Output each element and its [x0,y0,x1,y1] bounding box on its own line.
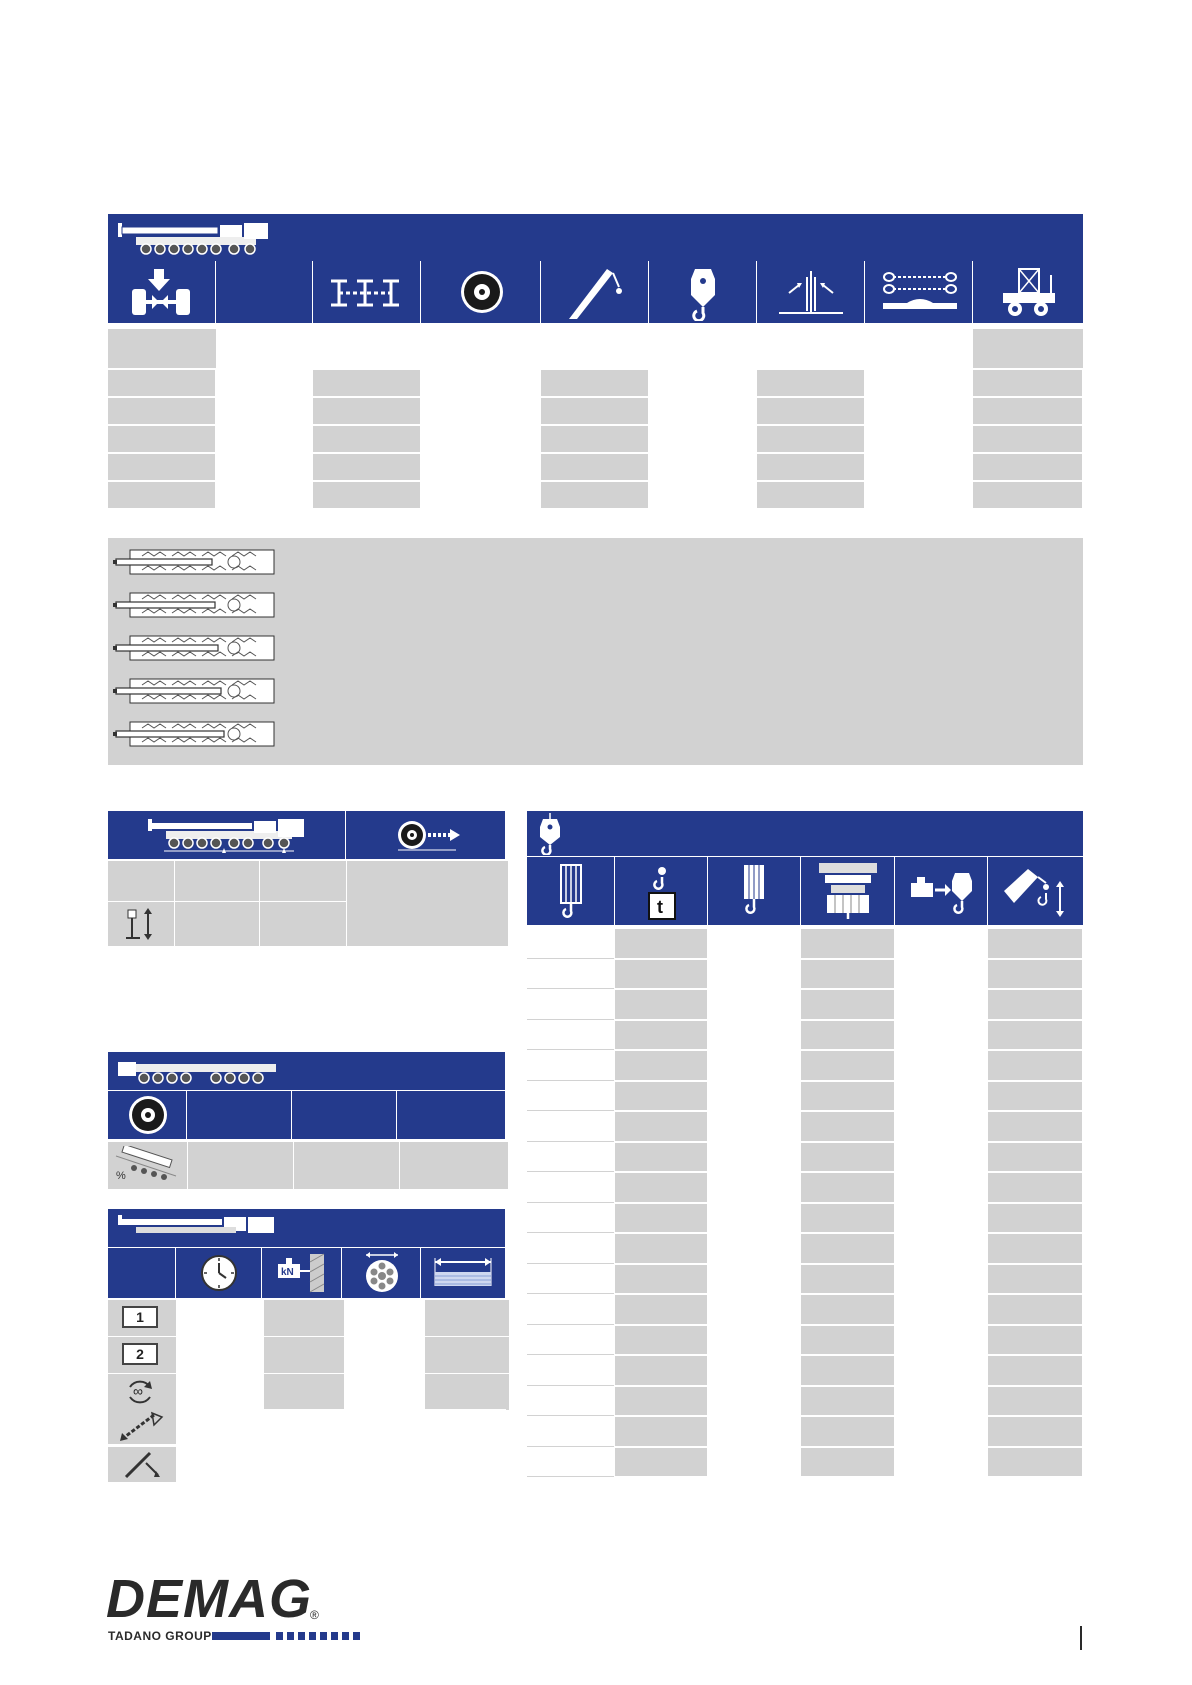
telescope-icon [118,1411,166,1443]
table-cell [313,398,420,424]
winch-1-cell [108,1300,176,1336]
table-cell [216,482,312,508]
cell [188,1142,293,1189]
cell [264,1374,344,1410]
table-cell [895,1448,987,1477]
hook-sheave-cell [708,857,801,925]
cell [345,1300,424,1336]
table-cell [541,398,648,424]
table-cell [895,1326,987,1355]
table-cell [801,1295,894,1324]
axle-load-cell [108,261,216,323]
table-cell [527,1448,614,1478]
cell [108,861,174,901]
brand-logo-wordmark [106,1569,312,1629]
rope-cell [342,1248,421,1298]
table-cell [216,426,312,452]
table-cell [988,1173,1082,1202]
cell [345,1337,424,1373]
cell [177,1447,506,1482]
table-cell [216,370,312,396]
table-cell [615,1051,707,1080]
axle-group-cell [313,261,421,323]
table-cell [708,1112,800,1141]
boom-icon [116,1213,278,1243]
table-cell [615,1356,707,1385]
table-cell [421,370,540,396]
luffing-icon [120,1449,164,1481]
brand-stripe-dash [331,1632,338,1640]
clock-cell [176,1248,262,1298]
brand-stripe-dash [287,1632,294,1640]
axle-group-icon [327,277,407,309]
table-cell [895,1051,987,1080]
weight-transfer-icon [909,867,975,915]
table-cell [757,482,864,508]
table-cell [895,1021,987,1050]
table-cell [988,960,1082,989]
table-cell [527,1204,614,1234]
table-cell [708,1173,800,1202]
table-cell [615,1265,707,1294]
table-cell [108,482,215,508]
cell [425,1300,509,1336]
table-cell [649,370,756,396]
cell [400,1142,508,1189]
brand-stripe-dash [342,1632,349,1640]
table-cell [895,1417,987,1446]
table-cell [649,454,756,480]
tire-cell [421,261,541,323]
table-cell [988,990,1082,1019]
table-cell [615,1173,707,1202]
table-cell [988,1417,1082,1446]
table-cell [895,1204,987,1233]
slew-cell [108,1374,176,1410]
cell [397,1091,505,1139]
registered-symbol: ® [310,1608,319,1622]
cell [264,1300,344,1336]
brand-stripe-solid [212,1632,270,1640]
cell [425,1374,509,1410]
table-cell [757,454,864,480]
table-cell [708,960,800,989]
tire-speed-icon [396,819,462,851]
table-cell [973,482,1082,508]
table-cell [421,482,540,508]
cell [216,329,973,368]
table-cell [313,454,420,480]
height-icon [122,906,158,942]
table-cell [988,1021,1082,1050]
main-table-body [108,370,1083,512]
height-cell [108,902,174,946]
table-cell [757,370,864,396]
table-cell [801,1021,894,1050]
clock-icon [200,1254,238,1292]
table-cell [527,1356,614,1386]
cell [425,1337,509,1373]
table-cell [708,929,800,958]
table-cell [527,1387,614,1417]
table-cell [757,426,864,452]
winch-2-label: 2 [136,1346,144,1362]
table-cell [527,1021,614,1051]
hook-block-icon [687,265,719,321]
sling-icon [881,269,959,315]
cell [294,1142,399,1189]
tire-icon [128,1095,168,1135]
brand-tagline [108,1629,212,1643]
table-cell [615,1143,707,1172]
truck-crane-icon [116,219,276,257]
capacity-cell [615,857,708,925]
table-cell [895,1234,987,1263]
table-cell [865,482,972,508]
brand-stripe [212,1632,362,1640]
table-cell [988,1204,1082,1233]
table-cell [708,990,800,1019]
table-cell [615,1234,707,1263]
table-cell [801,929,894,958]
table-cell [988,1143,1082,1172]
cell [177,1409,506,1444]
table-cell [801,1082,894,1111]
table-cell [541,454,648,480]
dimensions-header [108,811,346,859]
line-pull-cell [262,1248,342,1298]
table-cell [541,426,648,452]
table-cell [708,1143,800,1172]
cell [177,1374,263,1410]
table-cell [988,1295,1082,1324]
table-cell [801,1265,894,1294]
table-cell [527,1173,614,1203]
table-cell [865,398,972,424]
hook-sheave-icon [740,863,768,921]
table-cell [421,426,540,452]
table-cell [421,398,540,424]
table-cell [615,1387,707,1416]
table-cell [973,454,1082,480]
winches-header [108,1209,505,1247]
tire-speed-header [346,811,505,859]
table-cell [313,482,420,508]
table-cell [708,1021,800,1050]
table-cell [801,1234,894,1263]
table-cell [708,1204,800,1233]
table-cell [527,1143,614,1173]
telescopic-boom-icon [112,591,276,619]
counterweight-cell [757,261,865,323]
table-cell [895,1173,987,1202]
cell [264,1337,344,1373]
table-cell [895,960,987,989]
table-cell [615,1204,707,1233]
svg-text:t: t [657,897,663,917]
table-cell [216,454,312,480]
table-cell [801,990,894,1019]
table-cell [801,1143,894,1172]
table-cell [895,1082,987,1111]
table-cell [615,990,707,1019]
winch-1-label: 1 [136,1309,144,1325]
table-cell [108,398,215,424]
boom-speed-rows [108,1409,505,1483]
table-cell [895,1295,987,1324]
table-cell [973,398,1082,424]
pulley-stack-cell [801,857,895,925]
drum-width-cell [421,1248,505,1298]
table-cell [615,1082,707,1111]
gradeability-body [108,1142,505,1189]
boom-cell [541,261,649,323]
table-cell [708,1417,800,1446]
table-cell [895,1356,987,1385]
counterweight-icon [775,267,847,317]
cell [260,902,346,946]
hook-blocks-icon-row [527,857,1083,925]
table-cell [541,482,648,508]
telescopic-boom-icon [112,677,276,705]
telescopic-boom-icon [112,548,276,576]
hook-blocks-body [527,929,1083,1483]
main-table-subheader-row [108,329,1083,368]
table-cell [708,1082,800,1111]
table-cell [757,398,864,424]
table-cell [108,370,215,396]
table-cell [865,426,972,452]
table-cell [615,960,707,989]
winches-body [108,1300,505,1410]
table-cell [649,398,756,424]
table-cell [973,426,1082,452]
hook-block-cell [649,261,757,323]
sheave-cell [527,857,615,925]
hook-blocks-header [527,811,1083,856]
winch-2-badge [122,1343,158,1365]
telescope-cell [108,1409,176,1444]
table-cell [988,929,1082,958]
table-cell [988,1082,1082,1111]
dimensions-body [108,861,505,945]
table-cell [527,1234,614,1264]
table-cell [108,426,215,452]
brand-name: DEMAG [106,1569,312,1629]
table-cell [801,1204,894,1233]
winch-2-cell [108,1337,176,1373]
table-cell [615,1112,707,1141]
table-cell [895,1143,987,1172]
drum-width-icon [431,1256,495,1290]
slew-symbol: ∞ [133,1383,143,1399]
table-cell [527,1082,614,1112]
brand-tagline-text: TADANO GROUP [108,1629,212,1643]
luffing-cell [108,1447,176,1482]
brand-stripe-dash [309,1632,316,1640]
winches-icon-row [108,1248,505,1298]
table-cell [615,1295,707,1324]
dolly-cell [973,261,1083,323]
table-cell [615,1021,707,1050]
table-cell [988,1234,1082,1263]
brand-stripe-dash [276,1632,283,1640]
pulley-stack-icon [817,861,879,923]
cell [175,861,259,901]
table-cell [801,960,894,989]
table-cell [708,1265,800,1294]
capacity-icon [645,863,679,921]
hook-height-icon [1002,863,1070,919]
page-marker [1080,1626,1082,1650]
table-cell [988,1387,1082,1416]
grade-unit: % [116,1170,126,1182]
table-cell [988,1326,1082,1355]
cell [292,1091,397,1139]
table-cell [541,370,648,396]
brand-stripe-dash [353,1632,360,1640]
table-cell [216,398,312,424]
table-cell [801,1051,894,1080]
table-cell [108,454,215,480]
table-cell [801,1326,894,1355]
table-cell [801,1448,894,1477]
main-table-icon-row [108,261,1083,323]
table-cell [708,1295,800,1324]
table-cell [421,454,540,480]
cell [175,902,259,946]
truck-crane-icon [116,1058,286,1086]
registered-mark [310,1608,319,1622]
table-cell [988,1112,1082,1141]
table-cell [801,1356,894,1385]
table-cell [988,1051,1082,1080]
table-cell [973,370,1082,396]
table-cell [615,929,707,958]
gradeability-icon-row [108,1091,505,1139]
table-cell [801,1112,894,1141]
table-cell [895,1387,987,1416]
table-cell [708,1051,800,1080]
table-cell [865,454,972,480]
hook-height-cell [988,857,1083,925]
table-cell [527,1112,614,1142]
axle-load-icon [128,267,194,319]
winch-1-badge [122,1306,158,1328]
table-cell [527,1295,614,1325]
incline-cell [108,1142,187,1189]
cell [177,1300,263,1336]
table-cell [615,1326,707,1355]
rope-icon [360,1252,404,1294]
weight-transfer-cell [895,857,988,925]
gradeability-header [108,1052,505,1090]
truck-crane-side-icon [144,815,314,855]
cell [177,1337,263,1373]
table-cell [865,370,972,396]
cell [345,1374,424,1410]
table-cell [527,1417,614,1447]
brand-stripe-dash [298,1632,305,1640]
cell [108,1248,176,1298]
table-cell [615,1417,707,1446]
cell [973,329,1083,368]
table-cell [527,1326,614,1356]
table-cell [801,1173,894,1202]
table-cell [649,426,756,452]
brand-stripe-dash [320,1632,327,1640]
cell [347,861,508,946]
hook-block-icon [537,813,563,855]
telescopic-boom-icon [112,634,276,662]
table-cell [527,990,614,1020]
table-cell [527,929,614,959]
boom-icon [567,265,627,321]
table-cell [708,1234,800,1263]
sling-cell [865,261,973,323]
cell [187,1091,292,1139]
table-cell [895,929,987,958]
sheave-icon [559,863,583,921]
main-table-header-bar [108,214,1083,261]
dolly-icon [999,265,1059,321]
table-cell [801,1417,894,1446]
table-cell [615,1448,707,1477]
table-cell [527,1265,614,1295]
cell [260,861,346,901]
table-cell [527,960,614,990]
tire-cell [108,1091,187,1139]
tire-icon [459,269,505,315]
boom-configurations-list [112,548,282,758]
svg-text:kN: kN [281,1267,294,1278]
table-cell [988,1356,1082,1385]
table-cell [708,1448,800,1477]
icon-cell-empty [216,261,313,323]
table-cell [988,1265,1082,1294]
table-cell [313,426,420,452]
table-cell [708,1356,800,1385]
table-cell [313,370,420,396]
table-cell [527,1051,614,1081]
line-pull-icon [276,1252,328,1294]
table-cell [895,990,987,1019]
table-cell [708,1326,800,1355]
table-cell [649,482,756,508]
table-cell [895,1265,987,1294]
table-cell [895,1112,987,1141]
table-cell [708,1387,800,1416]
telescopic-boom-icon [112,720,276,748]
table-cell [801,1387,894,1416]
cell [108,329,216,368]
table-cell [988,1448,1082,1477]
